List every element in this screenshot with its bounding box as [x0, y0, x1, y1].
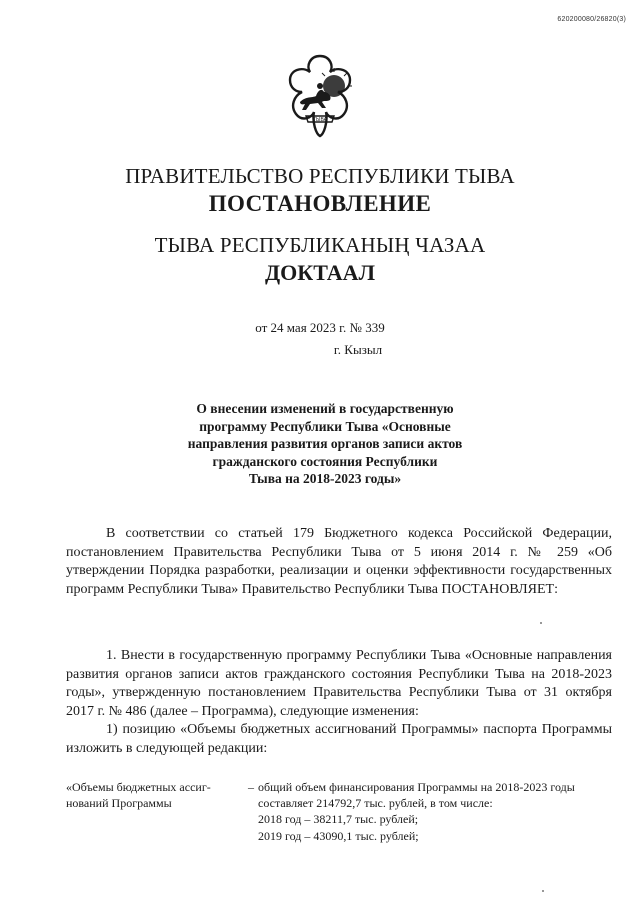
preamble	[66, 525, 612, 599]
subject-line: программу Республики Тыва «Основные	[199, 418, 451, 434]
scan-speck	[542, 890, 544, 892]
passport-row-value	[258, 779, 612, 844]
document-city: г. Кызыл	[333, 342, 383, 357]
subject-line: направления развития органов записи актов	[187, 436, 463, 451]
document-date-number: от 24 мая 2023 г. № 339	[255, 320, 385, 335]
passport-value-line: 2019 год – 43090,1 тыс. рублей;	[258, 828, 419, 843]
passport-value-line: составляет 214792,7 тыс. рублей, в том числе:	[258, 796, 493, 811]
passport-value-line: общий объем финансирования Программы на 2018-2023 годы	[258, 780, 575, 794]
passport-value-line: 2018 год – 38211,7 тыс. рублей;	[258, 812, 419, 827]
item-1-text: 1. Внести в государственную программу Республики Тыва «Основные направления развития органов записи актов гражданского состояния Республики Тыва на 2018-2023 годы», утвержденную постановлением Правительства Республики Тыва от 31 октября 2017 г. № 486 (далее – Программа), следующие изменения:	[66, 648, 612, 719]
document-id: 620200080/26820(3)	[557, 16, 626, 23]
document-subject	[150, 400, 500, 488]
tuva-coat-of-arms-icon	[278, 52, 362, 142]
document-type-tyv: ДОКТААЛ	[265, 260, 375, 285]
passport-row-dash: –	[248, 780, 254, 794]
subject-line: О внесении изменений в государственную	[196, 401, 454, 416]
svg-text:ТЫВА: ТЫВА	[313, 117, 327, 123]
government-title-tyv: ТЫВА РЕСПУБЛИКАНЫҢ ЧАЗАА	[154, 233, 486, 257]
item-1-subitem-1: 1) позицию «Объемы бюджетных ассигнований Программы» паспорта Программы изложить в следующей редакции:	[66, 722, 612, 756]
subject-line: Тыва на 2018-2023 годы»	[248, 471, 402, 486]
passport-label-line: «Объемы бюджетных ассиг-	[66, 780, 211, 794]
government-title-ru: ПРАВИТЕЛЬСТВО РЕСПУБЛИКИ ТЫВА	[125, 164, 515, 188]
passport-label-line: нований Программы	[66, 796, 172, 811]
document-type-ru: ПОСТАНОВЛЕНИЕ	[208, 191, 432, 216]
item-1	[66, 647, 612, 759]
passport-row-label	[66, 779, 242, 811]
subject-line: гражданского состояния Республики	[212, 453, 438, 469]
preamble-text: В соответствии со статьей 179 Бюджетного кодекса Российской Федерации, постановлением Правительства Республики Тыва от 5 июня 2014 г. № 259 «Об утверждении Порядка разработки, реализации и оценки эффективности государственных программ Республики Тыва» Правительство Республики Тыва ПОСТАНОВЛЯЕТ:	[66, 526, 612, 597]
scan-speck	[540, 622, 542, 624]
